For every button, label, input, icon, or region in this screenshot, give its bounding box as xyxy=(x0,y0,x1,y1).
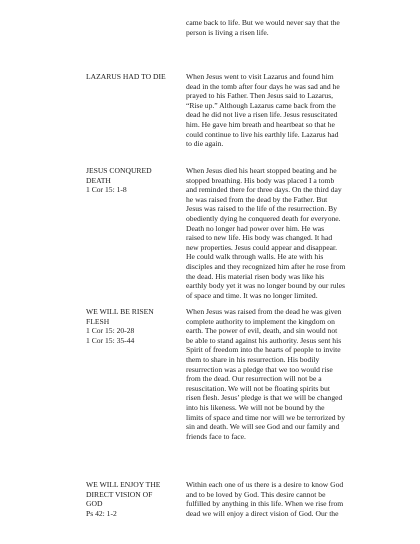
body-line: person is living a risen life. xyxy=(186,27,269,37)
section-body xyxy=(186,307,376,441)
section-body xyxy=(186,18,376,37)
body-line: from the dead. Our resurrection will not be a xyxy=(186,374,322,384)
body-line: could continue to live his earthly life. Lazarus had xyxy=(186,129,339,139)
body-line: be able to stand against his authority. Jesus sent his xyxy=(186,335,342,345)
scripture-reference: Ps 42: 1-2 xyxy=(86,508,117,518)
body-line: dead we will enjoy a direct vision of God. Our the xyxy=(186,508,339,518)
heading-line: DIRECT VISION OF xyxy=(86,489,153,499)
section-heading xyxy=(86,72,178,82)
section-body xyxy=(186,480,376,518)
body-line: came back to life. But we would never say that the xyxy=(186,18,340,27)
body-line: Spirit of freedom into the hearts of people to invite xyxy=(186,345,341,355)
body-line: Death no longer had power over him. He was xyxy=(186,223,325,233)
body-line: stopped breathing. His body was placed I a tomb xyxy=(186,175,335,185)
heading-line: WE WILL ENJOY THE xyxy=(86,480,161,489)
body-line: sin and death. We will see God and our family and xyxy=(186,422,340,432)
body-line: When Jesus was raised from the dead he was given xyxy=(186,307,342,316)
body-line: friends face to face. xyxy=(186,431,246,441)
heading-line: DEATH xyxy=(86,175,111,185)
body-line: raised to new life. His body was changed. It had xyxy=(186,233,333,243)
body-line: He could walk through walls. He ate with his xyxy=(186,252,324,262)
body-line: and to be loved by God. This desire cannot be xyxy=(186,489,326,499)
body-line: earthly body yet it was no longer bound by our rules xyxy=(186,281,346,291)
body-line: resuscitation. We will not be floating spirits but xyxy=(186,383,330,393)
scripture-reference: 1 Cor 15: 1-8 xyxy=(86,185,127,195)
body-line: new properties. Jesus could appear and disappear. xyxy=(186,242,337,252)
scripture-reference: 1 Cor 15: 35-44 xyxy=(86,335,135,345)
body-line: prayed to his Father. Then Jesus said to Lazarus, xyxy=(186,91,334,101)
body-line: When Jesus died his heart stopped beating and he xyxy=(186,166,337,175)
body-line: he was raised from the dead by the Father. But xyxy=(186,194,328,204)
body-line: into his likeness. We will not be bound by the xyxy=(186,402,325,412)
scripture-reference: 1 Cor 15: 20-28 xyxy=(86,326,135,336)
body-line: him. He gave him breath and heartbeat so that he xyxy=(186,119,335,129)
section-body xyxy=(186,72,376,149)
body-line: the dead. His material risen body was like his xyxy=(186,271,325,281)
heading-line: FLESH xyxy=(86,316,110,326)
body-line: Within each one of us there is a desire to know God xyxy=(186,480,344,489)
body-line: earth. The power of evil, death, and sin would not xyxy=(186,326,338,336)
body-line: to die again. xyxy=(186,139,224,149)
section-heading xyxy=(86,307,178,345)
body-line: fulfilled by anything in this life. When we rise from xyxy=(186,499,344,509)
body-line: Jesus was raised to the life of the resurrection. By xyxy=(186,204,337,214)
body-line: “Rise up.” Although Lazarus came back from the xyxy=(186,100,336,110)
section-heading xyxy=(86,166,178,195)
heading-line: LAZARUS HAD TO DIE xyxy=(86,72,166,81)
heading-line: JESUS CONQURED xyxy=(86,166,152,175)
heading-line: WE WILL BE RISEN xyxy=(86,307,154,316)
section-body xyxy=(186,166,376,300)
body-line: risen flesh. Jesus’ pledge is that we will be changed xyxy=(186,393,343,403)
heading-line: GOD xyxy=(86,499,103,509)
body-line: obediently dying he conquered death for everyone. xyxy=(186,213,341,223)
body-line: dead in the tomb after four days he was sad and he xyxy=(186,81,340,91)
body-line: limits of space and time nor will we be terrorized by xyxy=(186,412,345,422)
body-line: When Jesus went to visit Lazarus and found him xyxy=(186,72,334,81)
body-line: resurrection was a pledge that we too would rise xyxy=(186,364,333,374)
body-line: dead he did not live a risen life. Jesus resuscitated xyxy=(186,110,338,120)
body-line: disciples and they recognized him after he rose from xyxy=(186,261,346,271)
body-line: them to share in his resurrection. His bodily xyxy=(186,354,320,364)
body-line: and reminded there for three days. On the third day xyxy=(186,185,342,195)
section-heading xyxy=(86,480,178,518)
body-line: of space and time. It was no longer limited. xyxy=(186,290,318,300)
body-line: complete authority to implement the kingdom on xyxy=(186,316,335,326)
